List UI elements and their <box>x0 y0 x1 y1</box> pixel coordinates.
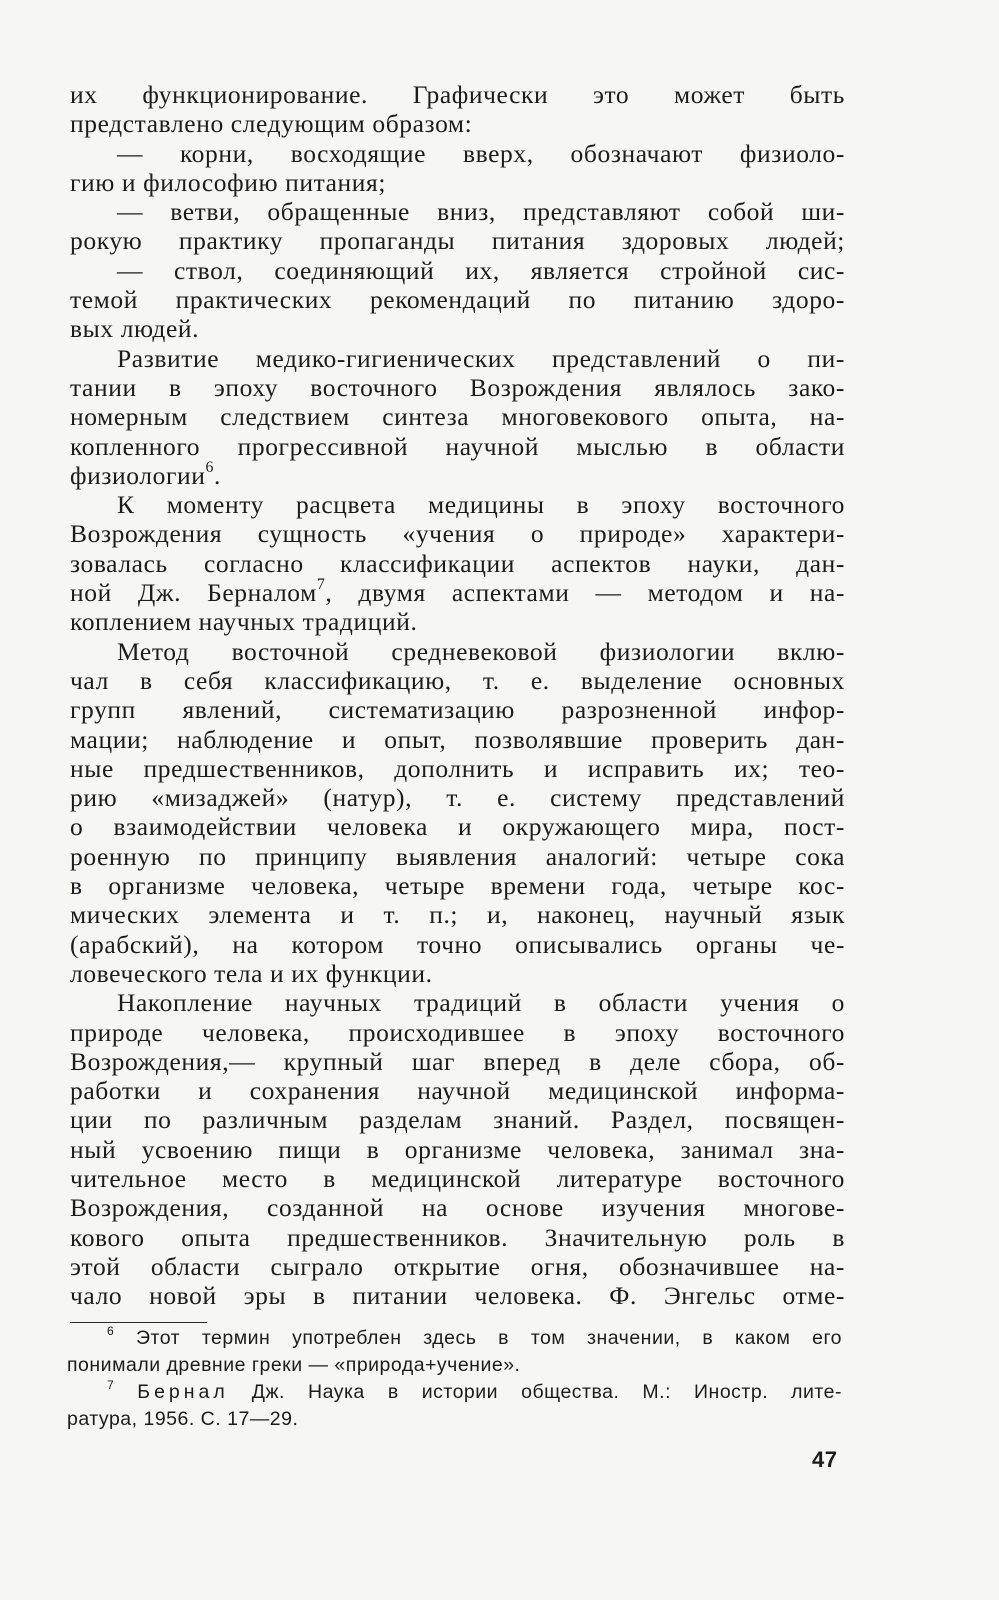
footnote-text: Этот термин употреблен здесь в том значении, в каком его <box>136 1327 843 1349</box>
paragraph-start: Развитие медико-гигиенических представлений о пи- <box>117 343 845 373</box>
text-line: копленного прогрессивной научной мыслью в области <box>70 431 845 461</box>
footnote-7-continuation: ратура, 1956. С. 17—29. <box>67 1408 299 1430</box>
footnote-divider <box>70 1322 207 1323</box>
text-line: темой практических рекомендаций по питанию здоро- <box>70 285 845 315</box>
text-line: Возрождения, созданной на основе изучения многове- <box>70 1193 845 1223</box>
main-text <box>70 80 845 1310</box>
list-item-branches: — ветви, обращенные вниз, представляют собой ши- <box>117 197 845 227</box>
footnote-7 <box>67 1379 842 1406</box>
text-line: чительное место в медицинской литературе восточного <box>70 1163 845 1193</box>
footnote-ref-7: 7 <box>316 576 326 594</box>
text-fragment: ной Дж. Берналом <box>70 578 317 608</box>
text-line: групп явлений, систематизацию разрозненной инфор- <box>70 695 845 725</box>
text-line: Возрождения сущность «учения о природе» характери- <box>70 519 845 549</box>
text-line: (арабский), на котором точно описывались органы че- <box>70 929 845 959</box>
text-line: номерным следствием синтеза многовекового опыта, на- <box>70 402 845 432</box>
text-line: чало новой эры в питании человека. Ф. Энгельс отме- <box>70 1281 845 1311</box>
text-fragment: , двумя аспектами — методом и на- <box>325 578 845 608</box>
text-line: рокую практику пропаганды питания здоровых людей; <box>70 226 845 256</box>
text-line: о взаимодействии человека и окружающего мира, пост- <box>70 812 845 842</box>
text-line: роенную по принципу выявления аналогий: четыре сока <box>70 841 845 871</box>
text-line: их функционирование. Графически это может быть <box>70 80 845 109</box>
paragraph-start: Метод восточной средневековой физиологии вклю- <box>117 636 845 666</box>
text-line: рию «мизаджей» (натур), т. е. систему представлений <box>70 783 845 813</box>
text-line: тании в эпоху восточного Возрождения являлось зако- <box>70 372 845 402</box>
footnote-marker: 7 <box>107 1377 115 1392</box>
text-line: работки и сохранения научной медицинской информа- <box>70 1076 845 1106</box>
text-line: ловеческого тела и их функции. <box>70 958 433 988</box>
text-line: мации; наблюдение и опыт, позволявшие проверить дан- <box>70 724 845 754</box>
footnotes <box>67 1325 842 1433</box>
text-line: мических элемента и т. п.; и, наконец, научный язык <box>70 900 845 930</box>
text-line <box>70 461 845 490</box>
page-number: 47 <box>812 1447 838 1472</box>
paragraph-start: Накопление научных традиций в области учения о <box>117 988 845 1018</box>
footnote-ref-6: 6 <box>205 459 215 476</box>
footnote-text: Дж. Наука в истории общества. М.: Иностр. лите- <box>251 1381 842 1403</box>
text-fragment: . <box>214 460 222 490</box>
text-line: Возрождения,— крупный шаг вперед в деле сбора, об- <box>70 1046 845 1076</box>
text-line: кового опыта предшественников. Значительную роль в <box>70 1222 845 1252</box>
text-line: ции по различным разделам знаний. Раздел, посвящен- <box>70 1105 845 1135</box>
footnote-author: Бернал <box>137 1381 229 1403</box>
text-line: гию и философию питания; <box>70 167 387 197</box>
text-line: ный усвоению пищи в организме человека, занимал зна- <box>70 1134 845 1164</box>
text-fragment: физиологии <box>70 460 206 490</box>
text-line: этой области сыграло открытие огня, обозначившее на- <box>70 1251 845 1281</box>
text-line: зовалась согласно классификации аспектов науки, дан- <box>70 548 845 578</box>
list-item-roots: — корни, восходящие вверх, обозначают физиоло- <box>117 138 845 168</box>
list-item-trunk: — ствол, соединяющий их, является стройной сис- <box>117 255 845 285</box>
text-line: вых людей. <box>70 314 200 344</box>
text-line: в организме человека, четыре времени года, четыре кос- <box>70 871 845 901</box>
text-line: чал в себя классификацию, т. е. выделение основных <box>70 665 845 695</box>
footnote-marker: 6 <box>107 1323 115 1338</box>
text-line: коплением научных традиций. <box>70 607 418 637</box>
footnote-6 <box>67 1325 842 1352</box>
text-line: ные предшественников, дополнить и исправить их; тео- <box>70 753 845 783</box>
text-line: природе человека, происходившее в эпоху восточного <box>70 1017 845 1047</box>
paragraph-start: К моменту расцвета медицины в эпоху восточного <box>117 490 845 520</box>
footnote-6-continuation: понимали древние греки — «природа+учение». <box>67 1354 521 1376</box>
text-line <box>70 578 845 607</box>
text-line: представлено следующим образом: <box>70 109 473 139</box>
